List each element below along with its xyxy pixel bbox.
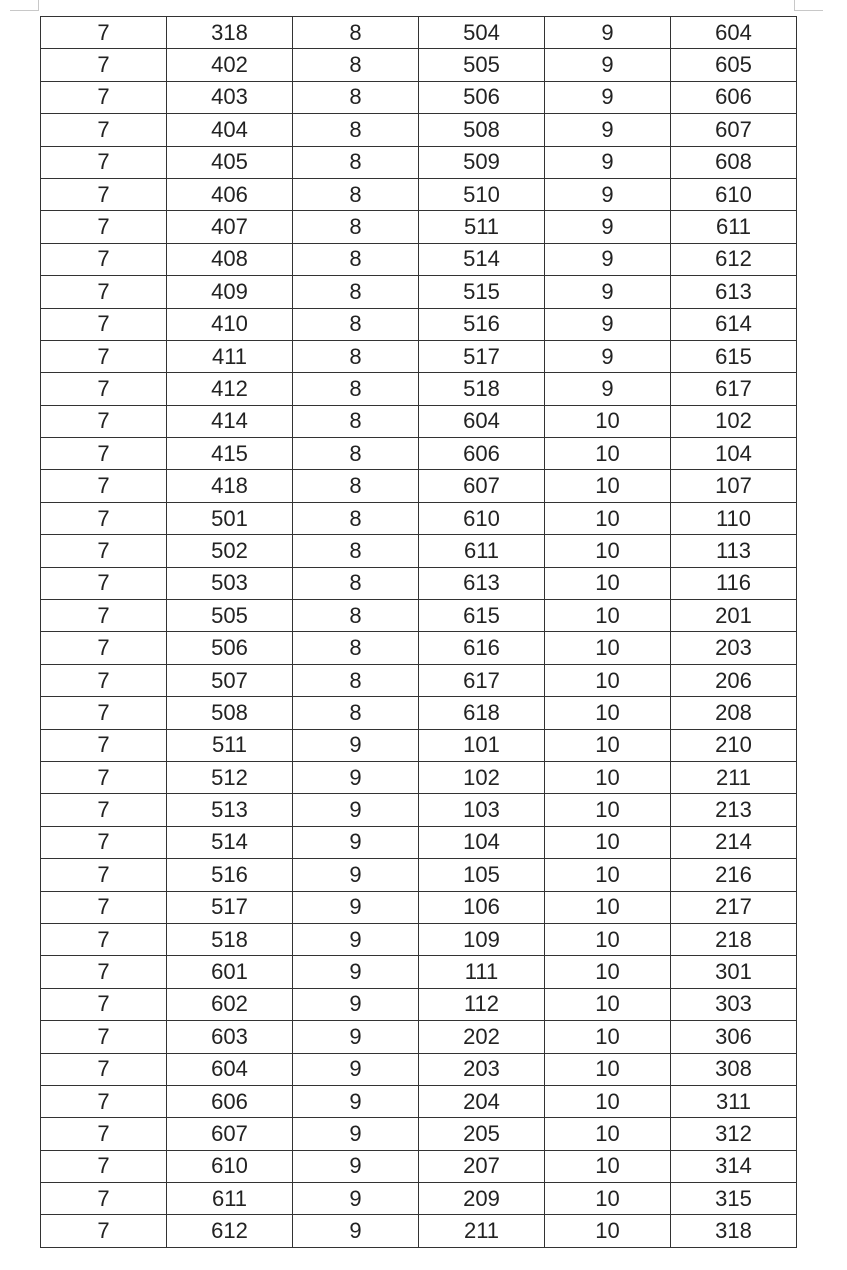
table-cell: 202: [419, 1021, 545, 1053]
table-cell: 8: [293, 405, 419, 437]
table-row: [41, 1021, 797, 1053]
table-cell: 7: [41, 859, 167, 891]
table-cell: 9: [545, 308, 671, 340]
table-cell: 8: [293, 49, 419, 81]
table-cell: 611: [671, 211, 797, 243]
table-cell: 7: [41, 794, 167, 826]
table-cell: 7: [41, 600, 167, 632]
table-cell: 613: [671, 276, 797, 308]
table-row: [41, 276, 797, 308]
table-cell: 10: [545, 794, 671, 826]
table-row: [41, 923, 797, 955]
table-cell: 10: [545, 1085, 671, 1117]
table-cell: 411: [167, 340, 293, 372]
table-cell: 7: [41, 178, 167, 210]
table-cell: 10: [545, 438, 671, 470]
table-cell: 9: [293, 923, 419, 955]
table-cell: 501: [167, 502, 293, 534]
table-row: [41, 600, 797, 632]
table-cell: 404: [167, 114, 293, 146]
table-cell: 613: [419, 567, 545, 599]
table-cell: 116: [671, 567, 797, 599]
table-cell: 9: [545, 81, 671, 113]
table-row: [41, 178, 797, 210]
table-cell: 512: [167, 761, 293, 793]
table-cell: 7: [41, 1085, 167, 1117]
table-cell: 10: [545, 1021, 671, 1053]
table-cell: 9: [545, 243, 671, 275]
table-row: [41, 81, 797, 113]
table-cell: 7: [41, 956, 167, 988]
table-cell: 610: [419, 502, 545, 534]
table-cell: 7: [41, 1053, 167, 1085]
table-cell: 9: [545, 49, 671, 81]
table-cell: 112: [419, 988, 545, 1020]
table-cell: 514: [167, 826, 293, 858]
table-cell: 8: [293, 373, 419, 405]
table-row: [41, 405, 797, 437]
table-cell: 607: [419, 470, 545, 502]
table-cell: 110: [671, 502, 797, 534]
table-cell: 415: [167, 438, 293, 470]
table-cell: 206: [671, 664, 797, 696]
table-cell: 604: [167, 1053, 293, 1085]
table-cell: 8: [293, 535, 419, 567]
table-cell: 205: [419, 1118, 545, 1150]
table-cell: 7: [41, 567, 167, 599]
table-cell: 10: [545, 891, 671, 923]
table-cell: 10: [545, 470, 671, 502]
table-cell: 102: [419, 761, 545, 793]
table-cell: 9: [545, 211, 671, 243]
table-cell: 10: [545, 956, 671, 988]
table-cell: 109: [419, 923, 545, 955]
table-cell: 8: [293, 697, 419, 729]
table-row: [41, 859, 797, 891]
table-cell: 9: [545, 17, 671, 49]
table-cell: 8: [293, 178, 419, 210]
table-cell: 7: [41, 405, 167, 437]
table-cell: 211: [671, 761, 797, 793]
table-cell: 9: [293, 1183, 419, 1215]
table-cell: 8: [293, 114, 419, 146]
table-cell: 211: [419, 1215, 545, 1247]
table-cell: 201: [671, 600, 797, 632]
table-cell: 505: [419, 49, 545, 81]
table-cell: 610: [671, 178, 797, 210]
table-cell: 518: [419, 373, 545, 405]
table-cell: 612: [671, 243, 797, 275]
table-cell: 104: [419, 826, 545, 858]
table-cell: 10: [545, 600, 671, 632]
table-cell: 504: [419, 17, 545, 49]
table-cell: 7: [41, 340, 167, 372]
table-cell: 509: [419, 146, 545, 178]
table-cell: 408: [167, 243, 293, 275]
table-cell: 318: [167, 17, 293, 49]
table-cell: 602: [167, 988, 293, 1020]
table-cell: 314: [671, 1150, 797, 1182]
table-cell: 608: [671, 146, 797, 178]
table-cell: 102: [671, 405, 797, 437]
table-cell: 7: [41, 535, 167, 567]
table-cell: 9: [293, 1215, 419, 1247]
table-cell: 407: [167, 211, 293, 243]
table-cell: 213: [671, 794, 797, 826]
table-body: [41, 17, 797, 1248]
table-cell: 9: [293, 1053, 419, 1085]
table-cell: 204: [419, 1085, 545, 1117]
table-row: [41, 308, 797, 340]
table-cell: 210: [671, 729, 797, 761]
table-cell: 7: [41, 502, 167, 534]
table-cell: 103: [419, 794, 545, 826]
table-row: [41, 794, 797, 826]
table-cell: 515: [419, 276, 545, 308]
table-cell: 514: [419, 243, 545, 275]
table-cell: 301: [671, 956, 797, 988]
table-cell: 7: [41, 1118, 167, 1150]
table-cell: 414: [167, 405, 293, 437]
table-cell: 616: [419, 632, 545, 664]
table-cell: 7: [41, 729, 167, 761]
table-cell: 306: [671, 1021, 797, 1053]
table-cell: 9: [545, 373, 671, 405]
table-cell: 8: [293, 502, 419, 534]
table-row: [41, 632, 797, 664]
table-cell: 7: [41, 146, 167, 178]
table-row: [41, 438, 797, 470]
table-cell: 7: [41, 211, 167, 243]
table-cell: 8: [293, 146, 419, 178]
table-cell: 8: [293, 340, 419, 372]
table-cell: 7: [41, 81, 167, 113]
table-cell: 106: [419, 891, 545, 923]
table-cell: 8: [293, 470, 419, 502]
table-cell: 418: [167, 470, 293, 502]
table-cell: 9: [293, 956, 419, 988]
table-cell: 506: [419, 81, 545, 113]
table-cell: 508: [419, 114, 545, 146]
table-cell: 209: [419, 1183, 545, 1215]
table-row: [41, 1085, 797, 1117]
table-cell: 7: [41, 114, 167, 146]
table-cell: 508: [167, 697, 293, 729]
table-cell: 7: [41, 1021, 167, 1053]
table-cell: 9: [293, 794, 419, 826]
table-cell: 10: [545, 502, 671, 534]
table-cell: 9: [293, 1118, 419, 1150]
table-row: [41, 761, 797, 793]
table-cell: 9: [293, 761, 419, 793]
table-cell: 606: [167, 1085, 293, 1117]
table-cell: 207: [419, 1150, 545, 1182]
table-cell: 203: [671, 632, 797, 664]
table-cell: 604: [419, 405, 545, 437]
table-cell: 303: [671, 988, 797, 1020]
table-cell: 10: [545, 632, 671, 664]
table-cell: 7: [41, 308, 167, 340]
page-corner-mark-right: [794, 0, 823, 11]
table-row: [41, 373, 797, 405]
table-cell: 9: [545, 114, 671, 146]
table-cell: 10: [545, 826, 671, 858]
table-cell: 10: [545, 1183, 671, 1215]
table-cell: 7: [41, 1183, 167, 1215]
table-cell: 409: [167, 276, 293, 308]
table-cell: 9: [545, 146, 671, 178]
table-cell: 105: [419, 859, 545, 891]
table-row: [41, 1215, 797, 1247]
table-cell: 10: [545, 1053, 671, 1085]
table-cell: 406: [167, 178, 293, 210]
table-row: [41, 502, 797, 534]
table-cell: 405: [167, 146, 293, 178]
table-cell: 7: [41, 470, 167, 502]
table-cell: 7: [41, 826, 167, 858]
table-row: [41, 49, 797, 81]
table-cell: 615: [671, 340, 797, 372]
table-row: [41, 697, 797, 729]
table-cell: 617: [671, 373, 797, 405]
table-cell: 7: [41, 276, 167, 308]
table-cell: 507: [167, 664, 293, 696]
table-cell: 101: [419, 729, 545, 761]
table-cell: 510: [419, 178, 545, 210]
table-cell: 402: [167, 49, 293, 81]
table-cell: 10: [545, 1118, 671, 1150]
table-row: [41, 535, 797, 567]
table-cell: 217: [671, 891, 797, 923]
table-cell: 516: [167, 859, 293, 891]
table-cell: 8: [293, 17, 419, 49]
data-table: [40, 16, 797, 1248]
table-cell: 7: [41, 49, 167, 81]
table-cell: 518: [167, 923, 293, 955]
table-cell: 214: [671, 826, 797, 858]
table-row: [41, 1053, 797, 1085]
table-cell: 208: [671, 697, 797, 729]
table-row: [41, 146, 797, 178]
table-cell: 203: [419, 1053, 545, 1085]
table-row: [41, 956, 797, 988]
table-row: [41, 340, 797, 372]
table-cell: 7: [41, 1150, 167, 1182]
table-cell: 10: [545, 859, 671, 891]
table-cell: 315: [671, 1183, 797, 1215]
table-row: [41, 988, 797, 1020]
table-cell: 312: [671, 1118, 797, 1150]
table-cell: 615: [419, 600, 545, 632]
table-cell: 606: [671, 81, 797, 113]
table-cell: 517: [419, 340, 545, 372]
table-cell: 107: [671, 470, 797, 502]
table-cell: 9: [293, 859, 419, 891]
table-cell: 617: [419, 664, 545, 696]
table-row: [41, 1118, 797, 1150]
table-row: [41, 470, 797, 502]
table-cell: 9: [293, 988, 419, 1020]
table-cell: 10: [545, 761, 671, 793]
table-cell: 412: [167, 373, 293, 405]
table-cell: 7: [41, 664, 167, 696]
table-cell: 502: [167, 535, 293, 567]
table-cell: 7: [41, 891, 167, 923]
table-cell: 318: [671, 1215, 797, 1247]
table-cell: 7: [41, 697, 167, 729]
table-cell: 606: [419, 438, 545, 470]
table-cell: 8: [293, 211, 419, 243]
table-cell: 8: [293, 276, 419, 308]
table-row: [41, 664, 797, 696]
table-cell: 511: [167, 729, 293, 761]
table-cell: 505: [167, 600, 293, 632]
table-cell: 104: [671, 438, 797, 470]
table-cell: 511: [419, 211, 545, 243]
table-cell: 113: [671, 535, 797, 567]
table-cell: 8: [293, 438, 419, 470]
table-cell: 607: [167, 1118, 293, 1150]
table-row: [41, 243, 797, 275]
table-cell: 7: [41, 243, 167, 275]
table-cell: 9: [545, 276, 671, 308]
table-cell: 7: [41, 373, 167, 405]
table-cell: 516: [419, 308, 545, 340]
table-cell: 605: [671, 49, 797, 81]
table-cell: 7: [41, 761, 167, 793]
table-cell: 611: [167, 1183, 293, 1215]
table-cell: 612: [167, 1215, 293, 1247]
table-cell: 8: [293, 600, 419, 632]
table-cell: 10: [545, 988, 671, 1020]
table-row: [41, 891, 797, 923]
table-cell: 9: [545, 178, 671, 210]
table-cell: 308: [671, 1053, 797, 1085]
table-cell: 9: [293, 1021, 419, 1053]
table-cell: 7: [41, 438, 167, 470]
table-cell: 603: [167, 1021, 293, 1053]
table-cell: 8: [293, 308, 419, 340]
table-cell: 607: [671, 114, 797, 146]
table-row: [41, 211, 797, 243]
table-row: [41, 567, 797, 599]
table-cell: 8: [293, 567, 419, 599]
table-cell: 611: [419, 535, 545, 567]
table-cell: 7: [41, 632, 167, 664]
table-cell: 7: [41, 988, 167, 1020]
table-cell: 10: [545, 567, 671, 599]
page-corner-mark-left: [10, 0, 39, 11]
table-cell: 610: [167, 1150, 293, 1182]
table-cell: 10: [545, 729, 671, 761]
table-cell: 601: [167, 956, 293, 988]
table-cell: 9: [545, 340, 671, 372]
table-cell: 7: [41, 17, 167, 49]
table-row: [41, 17, 797, 49]
table-row: [41, 729, 797, 761]
table-cell: 9: [293, 1150, 419, 1182]
table-cell: 9: [293, 1085, 419, 1117]
table-cell: 216: [671, 859, 797, 891]
table-row: [41, 114, 797, 146]
table-cell: 9: [293, 729, 419, 761]
table-cell: 503: [167, 567, 293, 599]
table-cell: 10: [545, 697, 671, 729]
table-cell: 8: [293, 81, 419, 113]
table-cell: 10: [545, 535, 671, 567]
table-cell: 604: [671, 17, 797, 49]
table-cell: 517: [167, 891, 293, 923]
table-cell: 7: [41, 1215, 167, 1247]
table-cell: 9: [293, 891, 419, 923]
table-cell: 10: [545, 1150, 671, 1182]
table-cell: 8: [293, 243, 419, 275]
table-cell: 614: [671, 308, 797, 340]
table-cell: 10: [545, 1215, 671, 1247]
table-cell: 10: [545, 923, 671, 955]
table-row: [41, 1150, 797, 1182]
table-cell: 410: [167, 308, 293, 340]
table-cell: 618: [419, 697, 545, 729]
table-cell: 7: [41, 923, 167, 955]
table-cell: 513: [167, 794, 293, 826]
table-cell: 10: [545, 664, 671, 696]
table-cell: 403: [167, 81, 293, 113]
table-row: [41, 826, 797, 858]
table-cell: 9: [293, 826, 419, 858]
table-cell: 8: [293, 632, 419, 664]
table-cell: 111: [419, 956, 545, 988]
table-cell: 10: [545, 405, 671, 437]
table-cell: 506: [167, 632, 293, 664]
table-row: [41, 1183, 797, 1215]
table-cell: 8: [293, 664, 419, 696]
table-cell: 311: [671, 1085, 797, 1117]
table-cell: 218: [671, 923, 797, 955]
